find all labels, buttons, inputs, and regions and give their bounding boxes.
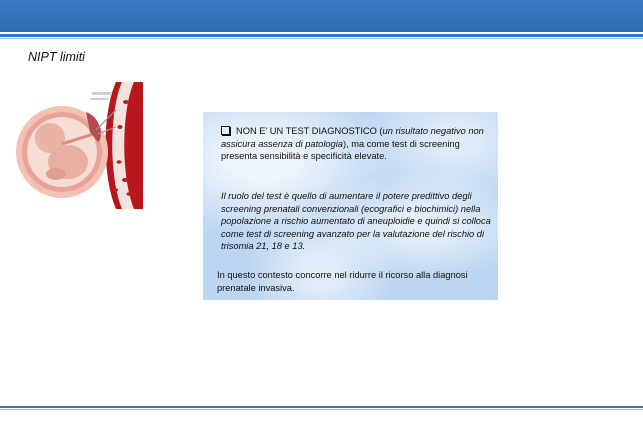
footer-divider — [0, 406, 643, 408]
fetus-placenta-blood-illustration — [16, 82, 143, 209]
info-textbox — [203, 112, 498, 300]
para1-end: ), ma come test di screening presenta sensibilità e specificità elevate. — [221, 138, 460, 162]
header-divider-thin — [0, 38, 643, 39]
textbox-para-role: Il ruolo del test è quello di aumentare il potere predittivo degli screening prenatali convenzionali (ecografici e biochimici) nella popolazione a rischio aumentato di aneuploidie e quindi si colloca come test di screening avanzato per la valutazione del rischio di trisomia 21, 18 e 13. — [221, 191, 491, 252]
para1-italic: un risultato negativo non assicura assenza di patologia — [221, 126, 484, 149]
header-divider — [0, 34, 643, 37]
para1-start: NON E’ UN TEST DIAGNOSTICO ( — [236, 126, 383, 136]
textbox-para-diagnostic — [221, 125, 493, 163]
footer-divider-thin — [0, 409, 643, 410]
slide-title: NIPT limiti — [28, 50, 85, 64]
header-bar — [0, 0, 643, 32]
checkbox-bullet-icon — [221, 126, 230, 135]
textbox-para-context: In questo contesto concorre nel ridurre il ricorso alla diagnosi prenatale invasiva. — [217, 270, 468, 293]
